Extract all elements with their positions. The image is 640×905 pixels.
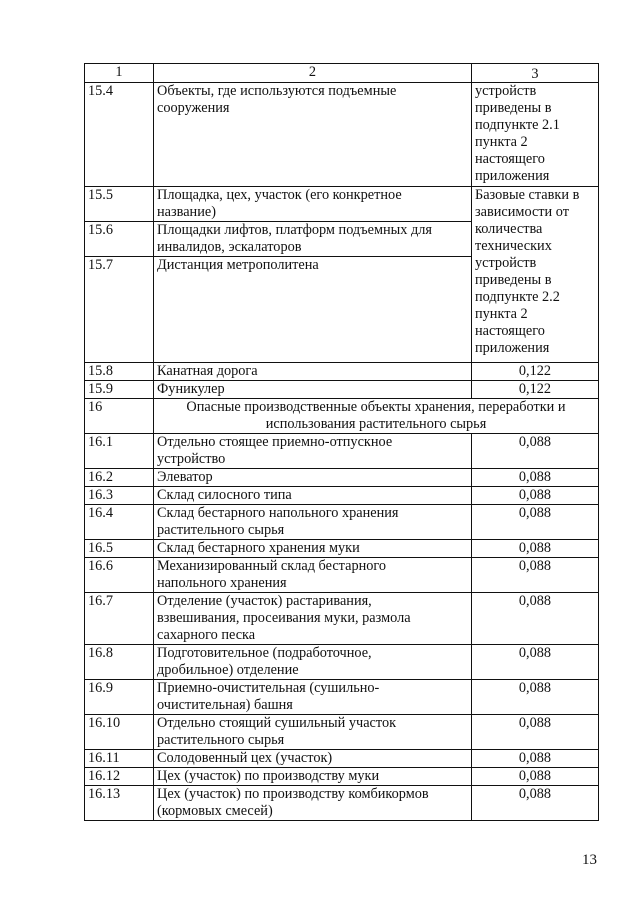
table-row [85, 434, 599, 469]
table-row [85, 680, 599, 715]
row-name: Отдельно стоящее приемно-отпускное устройство [154, 434, 472, 469]
table-row [85, 593, 599, 645]
table-row [85, 715, 599, 750]
row-name: Площадки лифтов, платформ подъемных для инвалидов, эскалаторов [154, 222, 472, 257]
row-name: Склад бестарного хранения муки [154, 540, 472, 558]
row-value: 0,088 [472, 715, 599, 750]
row-value: 0,088 [472, 469, 599, 487]
row-name: Объекты, где используются подъемные сооружения [154, 83, 472, 187]
row-name: Цех (участок) по производству комбикормов (кормовых смесей) [154, 786, 472, 821]
row-number: 16.11 [85, 750, 154, 768]
table-row [85, 187, 599, 222]
row-number: 15.8 [85, 363, 154, 381]
table-row [85, 645, 599, 680]
row-value: 0,122 [472, 381, 599, 399]
rate-text-b: Базовые ставки в зависимости от количества технических устройств приведены в подпункте 2.2 пункта 2 настоящего приложения [472, 187, 599, 363]
row-number: 16.9 [85, 680, 154, 715]
row-number: 16.8 [85, 645, 154, 680]
row-number: 16.12 [85, 768, 154, 786]
row-value: 0,088 [472, 558, 599, 593]
header-row [85, 64, 599, 83]
table-row [85, 786, 599, 821]
row-number: 15.9 [85, 381, 154, 399]
row-number: 15.4 [85, 83, 154, 187]
row-name: Склад силосного типа [154, 487, 472, 505]
table-row [85, 83, 599, 187]
row-number: 16.5 [85, 540, 154, 558]
page-number: 13 [582, 852, 597, 868]
row-name: Площадка, цех, участок (его конкретное название) [154, 187, 472, 222]
row-name: Цех (участок) по производству муки [154, 768, 472, 786]
row-number: 16.1 [85, 434, 154, 469]
table-row [85, 469, 599, 487]
table-row [85, 768, 599, 786]
row-name: Отдельно стоящий сушильный участок растительного сырья [154, 715, 472, 750]
header-col3: 3 [472, 64, 599, 83]
table-row [85, 540, 599, 558]
row-value: 0,122 [472, 363, 599, 381]
row-name: Отделение (участок) растаривания, взвешивания, просеивания муки, размола сахарного песка [154, 593, 472, 645]
row-number: 15.6 [85, 222, 154, 257]
row-name: Приемно-очистительная (сушильно- очистительная) башня [154, 680, 472, 715]
row-value: 0,088 [472, 645, 599, 680]
row-number: 16.6 [85, 558, 154, 593]
section-row [85, 399, 599, 434]
row-value: 0,088 [472, 768, 599, 786]
section-number: 16 [85, 399, 154, 434]
table-row [85, 750, 599, 768]
row-name: Элеватор [154, 469, 472, 487]
section-title: Опасные производственные объекты хранения, переработки и использования растительного сырья [154, 399, 599, 434]
row-value: 0,088 [472, 505, 599, 540]
row-value: 0,088 [472, 786, 599, 821]
row-value: 0,088 [472, 434, 599, 469]
row-number: 16.13 [85, 786, 154, 821]
row-number: 16.10 [85, 715, 154, 750]
row-value: 0,088 [472, 540, 599, 558]
row-value: 0,088 [472, 750, 599, 768]
rates-table [84, 63, 599, 821]
row-value: 0,088 [472, 593, 599, 645]
row-number: 15.7 [85, 257, 154, 363]
table-row [85, 363, 599, 381]
table-row [85, 505, 599, 540]
row-number: 16.7 [85, 593, 154, 645]
row-name: Солодовенный цех (участок) [154, 750, 472, 768]
row-number: 16.4 [85, 505, 154, 540]
header-col2: 2 [154, 64, 472, 83]
row-number: 16.3 [85, 487, 154, 505]
row-number: 16.2 [85, 469, 154, 487]
row-name: Подготовительное (подработочное, дробильное) отделение [154, 645, 472, 680]
row-name: Склад бестарного напольного хранения растительного сырья [154, 505, 472, 540]
row-name: Механизированный склад бестарного напольного хранения [154, 558, 472, 593]
header-col1: 1 [85, 64, 154, 83]
row-name: Фуникулер [154, 381, 472, 399]
row-value: 0,088 [472, 487, 599, 505]
table-row [85, 558, 599, 593]
row-name: Дистанция метрополитена [154, 257, 472, 363]
rate-text-a: устройств приведены в подпункте 2.1 пункта 2 настоящего приложения [472, 83, 599, 187]
row-value: 0,088 [472, 680, 599, 715]
row-number: 15.5 [85, 187, 154, 222]
table-row [85, 381, 599, 399]
row-name: Канатная дорога [154, 363, 472, 381]
table-row [85, 487, 599, 505]
